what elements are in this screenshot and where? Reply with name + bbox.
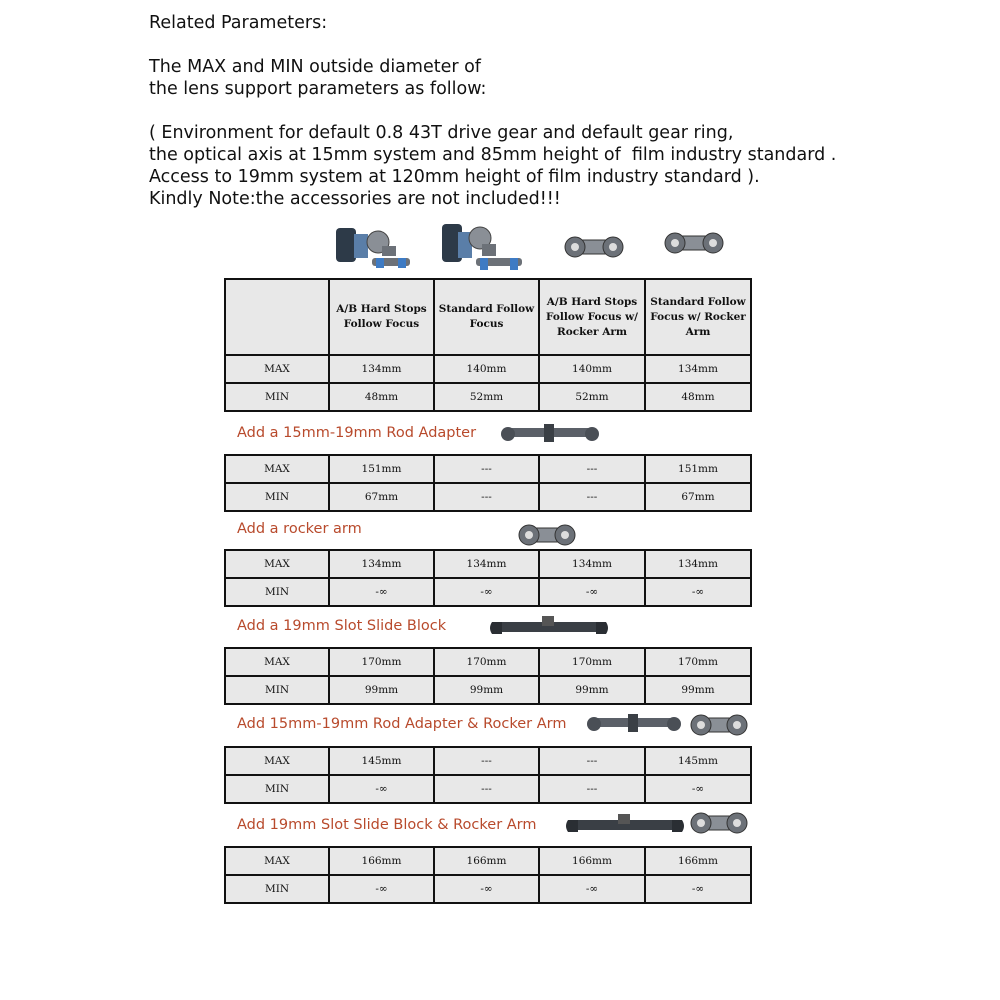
table-row [225, 775, 751, 803]
table-cell: 151mm [645, 455, 751, 483]
table-cell: 170mm [329, 648, 434, 676]
slide-block-icon [564, 812, 686, 836]
table-cell: 170mm [434, 648, 539, 676]
table-row [225, 875, 751, 903]
table-cell: -∞ [434, 875, 539, 903]
intro-line: The MAX and MIN outside diameter of [149, 57, 481, 77]
table-cell: 145mm [329, 747, 434, 775]
row-label: MAX [225, 747, 329, 775]
row-label: MIN [225, 578, 329, 606]
row-label: MIN [225, 775, 329, 803]
table-row [225, 747, 751, 775]
slide-block-rocker-table [224, 846, 752, 904]
table-cell: --- [539, 775, 645, 803]
table-row [225, 483, 751, 511]
row-label: MAX [225, 355, 329, 383]
table-row [225, 578, 751, 606]
rocker-arm-table [224, 549, 752, 607]
table-cell: 52mm [434, 383, 539, 411]
standard-follow-focus-icon [440, 220, 526, 276]
header-cell: A/B Hard Stops Follow Focus [329, 279, 434, 355]
table-row [225, 550, 751, 578]
table-cell: 170mm [539, 648, 645, 676]
table-cell: -∞ [539, 875, 645, 903]
table-cell: 140mm [434, 355, 539, 383]
table-cell: 134mm [329, 550, 434, 578]
row-label: MIN [225, 483, 329, 511]
table-cell: --- [539, 747, 645, 775]
table-cell: --- [434, 747, 539, 775]
table-cell: -∞ [645, 875, 751, 903]
table-cell: 48mm [645, 383, 751, 411]
table-cell: --- [539, 483, 645, 511]
table-cell: 99mm [645, 676, 751, 704]
table-cell: --- [434, 775, 539, 803]
table-cell: 99mm [329, 676, 434, 704]
header-cell [225, 279, 329, 355]
intro-line: ( Environment for default 0.8 43T drive gear and default gear ring, [149, 123, 734, 143]
base-table [224, 278, 752, 412]
intro-text [149, 12, 836, 210]
rod-adapter-icon [584, 712, 684, 736]
table-cell: 145mm [645, 747, 751, 775]
table-cell: 99mm [539, 676, 645, 704]
table-cell: 134mm [329, 355, 434, 383]
rocker-arm-icon [688, 710, 750, 740]
table-cell: -∞ [329, 578, 434, 606]
table-cell: 134mm [539, 550, 645, 578]
table-row [225, 847, 751, 875]
table-cell: -∞ [329, 875, 434, 903]
table-cell: 99mm [434, 676, 539, 704]
header-cell: Standard Follow Focus [434, 279, 539, 355]
section-title: Add a 19mm Slot Slide Block [237, 618, 447, 634]
table-cell: --- [434, 455, 539, 483]
table-cell: --- [434, 483, 539, 511]
slide-block-icon [488, 614, 610, 638]
header-cell: A/B Hard Stops Follow Focus w/ Rocker Arm [539, 279, 645, 355]
intro-heading: Related Parameters: [149, 13, 328, 33]
table-cell: 134mm [434, 550, 539, 578]
rocker-arm-icon [662, 228, 726, 258]
section-title: Add 19mm Slot Slide Block & Rocker Arm [237, 817, 537, 833]
rod-adapter-rocker-table [224, 746, 752, 804]
table-row [225, 383, 751, 411]
row-label: MIN [225, 676, 329, 704]
intro-note: Kindly Note:the accessories are not included!!! [149, 189, 561, 209]
row-label: MAX [225, 455, 329, 483]
ab-hard-stops-follow-focus-icon [332, 222, 412, 274]
intro-line: the lens support parameters as follow: [149, 79, 487, 99]
table-cell: -∞ [539, 578, 645, 606]
rocker-arm-icon [516, 520, 578, 550]
table-cell: --- [539, 455, 645, 483]
table-cell: 166mm [329, 847, 434, 875]
intro-line: the optical axis at 15mm system and 85mm height of film industry standard . [149, 145, 837, 165]
table-cell: -∞ [645, 775, 751, 803]
header-cell: Standard Follow Focus w/ Rocker Arm [645, 279, 751, 355]
header-row [225, 279, 751, 355]
table-cell: 140mm [539, 355, 645, 383]
table-cell: 170mm [645, 648, 751, 676]
row-label: MAX [225, 648, 329, 676]
table-cell: 67mm [645, 483, 751, 511]
table-cell: 151mm [329, 455, 434, 483]
intro-line: Access to 19mm system at 120mm height of film industry standard ). [149, 167, 760, 187]
table-cell: 166mm [645, 847, 751, 875]
section-title: Add 15mm-19mm Rod Adapter & Rocker Arm [237, 716, 567, 732]
table-cell: 52mm [539, 383, 645, 411]
table-cell: 166mm [434, 847, 539, 875]
table-cell: -∞ [329, 775, 434, 803]
table-cell: 134mm [645, 355, 751, 383]
slide-block-table [224, 647, 752, 705]
table-cell: 67mm [329, 483, 434, 511]
row-label: MAX [225, 847, 329, 875]
table-cell: 48mm [329, 383, 434, 411]
row-label: MAX [225, 550, 329, 578]
table-cell: -∞ [434, 578, 539, 606]
table-row [225, 355, 751, 383]
section-title: Add a rocker arm [237, 521, 362, 537]
rod-adapter-table [224, 454, 752, 512]
table-row [225, 455, 751, 483]
rod-adapter-icon [498, 422, 602, 446]
table-row [225, 648, 751, 676]
table-row [225, 676, 751, 704]
rocker-arm-icon [688, 808, 750, 838]
row-label: MIN [225, 383, 329, 411]
rocker-arm-icon [562, 232, 626, 262]
table-cell: 134mm [645, 550, 751, 578]
section-title: Add a 15mm-19mm Rod Adapter [237, 425, 477, 441]
table-cell: 166mm [539, 847, 645, 875]
row-label: MIN [225, 875, 329, 903]
table-cell: -∞ [645, 578, 751, 606]
